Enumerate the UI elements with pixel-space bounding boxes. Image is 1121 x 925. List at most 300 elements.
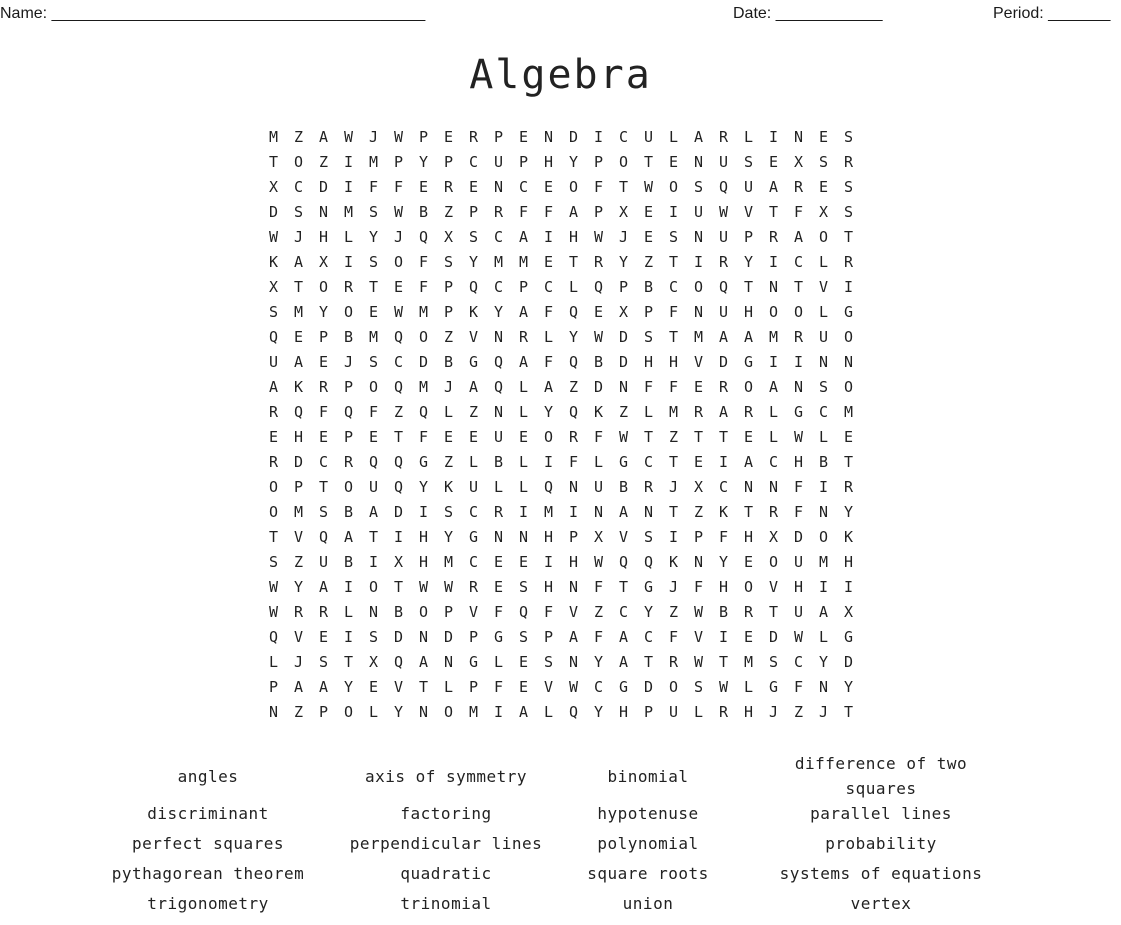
grid-letter: Z bbox=[293, 703, 304, 721]
grid-letter: D bbox=[793, 528, 804, 546]
grid-letter: N bbox=[793, 378, 804, 396]
grid-letter: N bbox=[768, 278, 779, 296]
grid-letter: I bbox=[343, 628, 354, 646]
grid-letter: A bbox=[568, 628, 579, 646]
grid-letter: F bbox=[643, 378, 654, 396]
grid-letter: L bbox=[268, 653, 279, 671]
grid-letter: P bbox=[743, 228, 754, 246]
word-bank-item: trigonometry bbox=[147, 894, 269, 913]
grid-letter: Q bbox=[393, 378, 404, 396]
grid-letter: L bbox=[818, 253, 829, 271]
grid-letter: W bbox=[793, 628, 804, 646]
grid-letter: G bbox=[643, 578, 654, 596]
grid-letter: E bbox=[368, 428, 379, 446]
grid-letter: D bbox=[268, 203, 279, 221]
page-title: Algebra bbox=[469, 52, 652, 98]
grid-letter: W bbox=[393, 203, 404, 221]
grid-letter: E bbox=[843, 428, 854, 446]
grid-letter: Z bbox=[443, 203, 454, 221]
grid-letter: V bbox=[693, 353, 704, 371]
grid-letter: N bbox=[568, 478, 579, 496]
grid-letter: C bbox=[468, 153, 479, 171]
grid-letter: F bbox=[793, 203, 804, 221]
grid-letter: O bbox=[268, 503, 279, 521]
grid-letter: K bbox=[593, 403, 604, 421]
grid-letter: F bbox=[668, 303, 679, 321]
grid-letter: S bbox=[643, 328, 654, 346]
grid-letter: P bbox=[643, 303, 654, 321]
grid-letter: Z bbox=[443, 328, 454, 346]
grid-letter: N bbox=[768, 478, 779, 496]
grid-letter: N bbox=[493, 328, 504, 346]
grid-letter: P bbox=[568, 528, 579, 546]
grid-letter: J bbox=[343, 353, 354, 371]
grid-letter: Y bbox=[593, 653, 604, 671]
word-bank-row bbox=[0, 831, 1121, 861]
grid-letter: S bbox=[443, 503, 454, 521]
grid-letter: Q bbox=[418, 228, 429, 246]
grid-letter: E bbox=[368, 678, 379, 696]
grid-letter: H bbox=[743, 303, 754, 321]
grid-letter: Z bbox=[568, 378, 579, 396]
grid-letter: I bbox=[818, 578, 829, 596]
grid-letter: N bbox=[518, 528, 529, 546]
grid-letter: J bbox=[818, 703, 829, 721]
grid-letter: J bbox=[443, 378, 454, 396]
grid-letter: A bbox=[818, 603, 829, 621]
grid-row bbox=[261, 450, 861, 475]
grid-letter: R bbox=[768, 228, 779, 246]
grid-letter: L bbox=[543, 328, 554, 346]
grid-letter: N bbox=[693, 553, 704, 571]
grid-letter: S bbox=[518, 578, 529, 596]
grid-letter: S bbox=[668, 228, 679, 246]
grid-letter: P bbox=[618, 278, 629, 296]
grid-letter: C bbox=[518, 178, 529, 196]
grid-letter: T bbox=[743, 503, 754, 521]
grid-letter: G bbox=[743, 353, 754, 371]
grid-letter: D bbox=[768, 628, 779, 646]
grid-row bbox=[261, 125, 861, 150]
grid-letter: R bbox=[343, 278, 354, 296]
grid-letter: F bbox=[718, 528, 729, 546]
grid-letter: T bbox=[568, 253, 579, 271]
grid-letter: L bbox=[518, 403, 529, 421]
grid-letter: S bbox=[643, 528, 654, 546]
grid-letter: Z bbox=[293, 553, 304, 571]
grid-letter: E bbox=[593, 303, 604, 321]
grid-letter: T bbox=[618, 578, 629, 596]
grid-letter: D bbox=[618, 328, 629, 346]
grid-letter: E bbox=[693, 378, 704, 396]
grid-letter: T bbox=[693, 428, 704, 446]
grid-letter: E bbox=[268, 428, 279, 446]
grid-letter: Z bbox=[443, 453, 454, 471]
grid-letter: N bbox=[818, 503, 829, 521]
grid-letter: V bbox=[393, 678, 404, 696]
grid-letter: Y bbox=[418, 153, 429, 171]
grid-letter: A bbox=[568, 203, 579, 221]
grid-letter: P bbox=[468, 678, 479, 696]
grid-letter: T bbox=[343, 653, 354, 671]
grid-letter: H bbox=[568, 553, 579, 571]
grid-letter: W bbox=[443, 578, 454, 596]
grid-letter: T bbox=[718, 428, 729, 446]
grid-letter: F bbox=[543, 353, 554, 371]
grid-letter: P bbox=[443, 153, 454, 171]
grid-letter: M bbox=[768, 328, 779, 346]
grid-letter: X bbox=[268, 278, 279, 296]
grid-letter: T bbox=[668, 253, 679, 271]
grid-letter: Y bbox=[718, 553, 729, 571]
grid-letter: I bbox=[543, 453, 554, 471]
word-bank-item: polynomial bbox=[597, 834, 699, 853]
grid-letter: C bbox=[468, 553, 479, 571]
grid-letter: Y bbox=[593, 703, 604, 721]
grid-letter: D bbox=[843, 653, 854, 671]
grid-letter: Y bbox=[818, 653, 829, 671]
grid-letter: N bbox=[568, 578, 579, 596]
grid-row bbox=[261, 200, 861, 225]
grid-letter: T bbox=[318, 478, 329, 496]
period-field: Period: _______ bbox=[993, 5, 1111, 22]
grid-letter: F bbox=[368, 178, 379, 196]
grid-letter: D bbox=[593, 378, 604, 396]
grid-letter: L bbox=[368, 703, 379, 721]
grid-letter: Y bbox=[468, 253, 479, 271]
grid-letter: C bbox=[643, 453, 654, 471]
grid-letter: T bbox=[843, 453, 854, 471]
grid-letter: S bbox=[518, 628, 529, 646]
grid-letter: T bbox=[643, 653, 654, 671]
grid-letter: O bbox=[668, 678, 679, 696]
grid-letter: V bbox=[468, 603, 479, 621]
grid-letter: S bbox=[318, 653, 329, 671]
grid-letter: D bbox=[393, 503, 404, 521]
grid-letter: I bbox=[393, 528, 404, 546]
grid-letter: L bbox=[518, 378, 529, 396]
grid-letter: W bbox=[793, 428, 804, 446]
grid-letter: N bbox=[593, 503, 604, 521]
grid-letter: Q bbox=[493, 378, 504, 396]
grid-letter: V bbox=[468, 328, 479, 346]
grid-letter: Q bbox=[568, 353, 579, 371]
grid-letter: R bbox=[693, 403, 704, 421]
grid-letter: Y bbox=[843, 678, 854, 696]
grid-letter: L bbox=[768, 403, 779, 421]
grid-letter: F bbox=[493, 678, 504, 696]
grid-letter: E bbox=[518, 428, 529, 446]
grid-letter: M bbox=[368, 328, 379, 346]
grid-letter: U bbox=[668, 703, 679, 721]
grid-letter: T bbox=[668, 503, 679, 521]
grid-letter: U bbox=[368, 478, 379, 496]
word-bank-row bbox=[0, 891, 1121, 921]
grid-letter: R bbox=[718, 128, 729, 146]
grid-letter: T bbox=[643, 153, 654, 171]
grid-letter: U bbox=[718, 228, 729, 246]
grid-letter: N bbox=[693, 153, 704, 171]
grid-letter: D bbox=[418, 353, 429, 371]
grid-letter: Y bbox=[393, 703, 404, 721]
grid-letter: N bbox=[743, 478, 754, 496]
grid-letter: A bbox=[293, 253, 304, 271]
grid-letter: Q bbox=[718, 178, 729, 196]
grid-letter: F bbox=[493, 603, 504, 621]
grid-letter: I bbox=[343, 253, 354, 271]
grid-letter: Y bbox=[543, 403, 554, 421]
grid-letter: T bbox=[643, 428, 654, 446]
grid-letter: Q bbox=[418, 403, 429, 421]
grid-letter: V bbox=[543, 678, 554, 696]
word-bank-item: hypotenuse bbox=[597, 804, 699, 823]
grid-letter: S bbox=[468, 228, 479, 246]
grid-letter: M bbox=[543, 503, 554, 521]
grid-letter: F bbox=[693, 578, 704, 596]
grid-letter: E bbox=[668, 153, 679, 171]
grid-letter: G bbox=[618, 678, 629, 696]
grid-letter: P bbox=[543, 628, 554, 646]
grid-letter: P bbox=[343, 428, 354, 446]
grid-letter: N bbox=[418, 703, 429, 721]
grid-letter: E bbox=[418, 178, 429, 196]
grid-letter: T bbox=[368, 528, 379, 546]
grid-letter: A bbox=[718, 403, 729, 421]
grid-letter: W bbox=[268, 228, 279, 246]
grid-letter: L bbox=[668, 128, 679, 146]
grid-letter: G bbox=[793, 403, 804, 421]
grid-letter: Y bbox=[568, 153, 579, 171]
grid-letter: Q bbox=[643, 553, 654, 571]
grid-letter: L bbox=[818, 303, 829, 321]
grid-row bbox=[261, 550, 861, 575]
grid-letter: A bbox=[743, 453, 754, 471]
grid-letter: G bbox=[418, 453, 429, 471]
grid-letter: M bbox=[268, 128, 279, 146]
grid-letter: J bbox=[293, 228, 304, 246]
grid-letter: I bbox=[718, 628, 729, 646]
grid-row bbox=[261, 300, 861, 325]
grid-letter: G bbox=[468, 528, 479, 546]
grid-letter: E bbox=[818, 128, 829, 146]
grid-letter: R bbox=[718, 378, 729, 396]
grid-letter: Q bbox=[268, 628, 279, 646]
grid-letter: R bbox=[793, 178, 804, 196]
grid-letter: P bbox=[318, 703, 329, 721]
grid-letter: Z bbox=[668, 428, 679, 446]
grid-letter: M bbox=[293, 303, 304, 321]
grid-letter: B bbox=[343, 328, 354, 346]
grid-row bbox=[261, 525, 861, 550]
word-bank-item: discriminant bbox=[147, 804, 269, 823]
grid-letter: M bbox=[418, 378, 429, 396]
grid-letter: T bbox=[393, 428, 404, 446]
grid-letter: K bbox=[443, 478, 454, 496]
grid-letter: Q bbox=[568, 703, 579, 721]
grid-letter: W bbox=[718, 203, 729, 221]
grid-letter: D bbox=[568, 128, 579, 146]
grid-letter: E bbox=[393, 278, 404, 296]
grid-letter: E bbox=[743, 628, 754, 646]
grid-letter: V bbox=[568, 603, 579, 621]
grid-letter: T bbox=[393, 578, 404, 596]
grid-letter: V bbox=[293, 528, 304, 546]
grid-letter: A bbox=[293, 678, 304, 696]
grid-letter: E bbox=[743, 553, 754, 571]
grid-letter: G bbox=[618, 453, 629, 471]
grid-letter: H bbox=[668, 353, 679, 371]
grid-row bbox=[261, 275, 861, 300]
word-bank-item: perfect squares bbox=[132, 834, 284, 853]
grid-letter: Z bbox=[618, 403, 629, 421]
grid-letter: D bbox=[718, 353, 729, 371]
grid-letter: I bbox=[368, 553, 379, 571]
grid-letter: L bbox=[818, 628, 829, 646]
grid-letter: H bbox=[293, 428, 304, 446]
grid-letter: Y bbox=[368, 228, 379, 246]
word-bank-item: probability bbox=[825, 834, 937, 853]
grid-letter: E bbox=[818, 178, 829, 196]
grid-letter: O bbox=[343, 703, 354, 721]
grid-letter: D bbox=[443, 628, 454, 646]
grid-letter: U bbox=[268, 353, 279, 371]
grid-letter: J bbox=[293, 653, 304, 671]
grid-letter: Y bbox=[318, 303, 329, 321]
grid-letter: I bbox=[493, 703, 504, 721]
grid-letter: V bbox=[743, 203, 754, 221]
grid-letter: E bbox=[493, 553, 504, 571]
grid-letter: X bbox=[443, 228, 454, 246]
grid-letter: F bbox=[668, 628, 679, 646]
word-bank-item: pythagorean theorem bbox=[111, 864, 305, 883]
grid-letter: U bbox=[793, 603, 804, 621]
grid-letter: O bbox=[768, 553, 779, 571]
grid-letter: R bbox=[743, 603, 754, 621]
grid-letter: P bbox=[518, 153, 529, 171]
grid-letter: N bbox=[493, 178, 504, 196]
grid-letter: R bbox=[518, 328, 529, 346]
grid-letter: P bbox=[468, 628, 479, 646]
grid-letter: M bbox=[468, 703, 479, 721]
grid-letter: T bbox=[793, 278, 804, 296]
grid-letter: E bbox=[468, 178, 479, 196]
grid-letter: E bbox=[643, 203, 654, 221]
grid-letter: O bbox=[818, 528, 829, 546]
grid-letter: R bbox=[468, 128, 479, 146]
grid-letter: E bbox=[518, 128, 529, 146]
grid-letter: T bbox=[668, 328, 679, 346]
grid-letter: N bbox=[368, 603, 379, 621]
grid-letter: Y bbox=[343, 678, 354, 696]
grid-letter: E bbox=[368, 303, 379, 321]
grid-letter: X bbox=[693, 478, 704, 496]
grid-letter: R bbox=[768, 503, 779, 521]
grid-letter: J bbox=[668, 478, 679, 496]
grid-letter: O bbox=[568, 178, 579, 196]
grid-letter: S bbox=[768, 653, 779, 671]
grid-letter: M bbox=[668, 403, 679, 421]
grid-letter: Z bbox=[393, 403, 404, 421]
grid-letter: Q bbox=[393, 653, 404, 671]
grid-letter: I bbox=[543, 553, 554, 571]
grid-letter: B bbox=[393, 603, 404, 621]
grid-letter: C bbox=[593, 678, 604, 696]
grid-letter: Y bbox=[743, 253, 754, 271]
grid-letter: A bbox=[293, 353, 304, 371]
grid-letter: W bbox=[693, 653, 704, 671]
grid-letter: W bbox=[693, 603, 704, 621]
grid-letter: R bbox=[268, 403, 279, 421]
word-bank bbox=[0, 751, 1121, 921]
grid-letter: S bbox=[543, 653, 554, 671]
grid-letter: W bbox=[718, 678, 729, 696]
grid-letter: E bbox=[318, 353, 329, 371]
grid-letter: C bbox=[643, 628, 654, 646]
grid-letter: U bbox=[593, 478, 604, 496]
grid-letter: B bbox=[718, 603, 729, 621]
grid-letter: Y bbox=[843, 503, 854, 521]
grid-letter: M bbox=[818, 553, 829, 571]
grid-letter: F bbox=[593, 428, 604, 446]
grid-letter: L bbox=[343, 228, 354, 246]
grid-letter: F bbox=[793, 478, 804, 496]
grid-letter: F bbox=[793, 678, 804, 696]
grid-letter: Y bbox=[643, 603, 654, 621]
grid-letter: N bbox=[568, 653, 579, 671]
grid-letter: X bbox=[618, 203, 629, 221]
grid-letter: E bbox=[468, 428, 479, 446]
grid-letter: I bbox=[843, 278, 854, 296]
grid-letter: T bbox=[418, 678, 429, 696]
grid-letter: H bbox=[743, 528, 754, 546]
grid-letter: T bbox=[268, 528, 279, 546]
grid-letter: O bbox=[418, 328, 429, 346]
grid-letter: X bbox=[843, 603, 854, 621]
grid-letter: U bbox=[793, 553, 804, 571]
grid-letter: C bbox=[618, 603, 629, 621]
grid-letter: Q bbox=[543, 478, 554, 496]
grid-letter: C bbox=[318, 453, 329, 471]
grid-letter: A bbox=[518, 228, 529, 246]
grid-letter: C bbox=[543, 278, 554, 296]
grid-row bbox=[261, 175, 861, 200]
grid-letter: Z bbox=[468, 403, 479, 421]
grid-letter: S bbox=[443, 253, 454, 271]
grid-letter: H bbox=[543, 578, 554, 596]
grid-letter: G bbox=[843, 628, 854, 646]
grid-letter: T bbox=[743, 278, 754, 296]
grid-letter: S bbox=[368, 203, 379, 221]
grid-letter: T bbox=[843, 228, 854, 246]
grid-letter: W bbox=[268, 578, 279, 596]
grid-letter: P bbox=[468, 203, 479, 221]
grid-letter: O bbox=[293, 153, 304, 171]
grid-letter: Z bbox=[693, 503, 704, 521]
grid-letter: N bbox=[543, 128, 554, 146]
grid-letter: T bbox=[668, 453, 679, 471]
grid-letter: C bbox=[668, 278, 679, 296]
grid-letter: F bbox=[418, 278, 429, 296]
grid-letter: P bbox=[593, 203, 604, 221]
grid-letter: V bbox=[293, 628, 304, 646]
grid-row bbox=[261, 475, 861, 500]
grid-letter: U bbox=[718, 153, 729, 171]
grid-letter: S bbox=[743, 153, 754, 171]
grid-letter: U bbox=[468, 478, 479, 496]
grid-letter: M bbox=[693, 328, 704, 346]
grid-letter: S bbox=[368, 353, 379, 371]
grid-letter: F bbox=[543, 303, 554, 321]
